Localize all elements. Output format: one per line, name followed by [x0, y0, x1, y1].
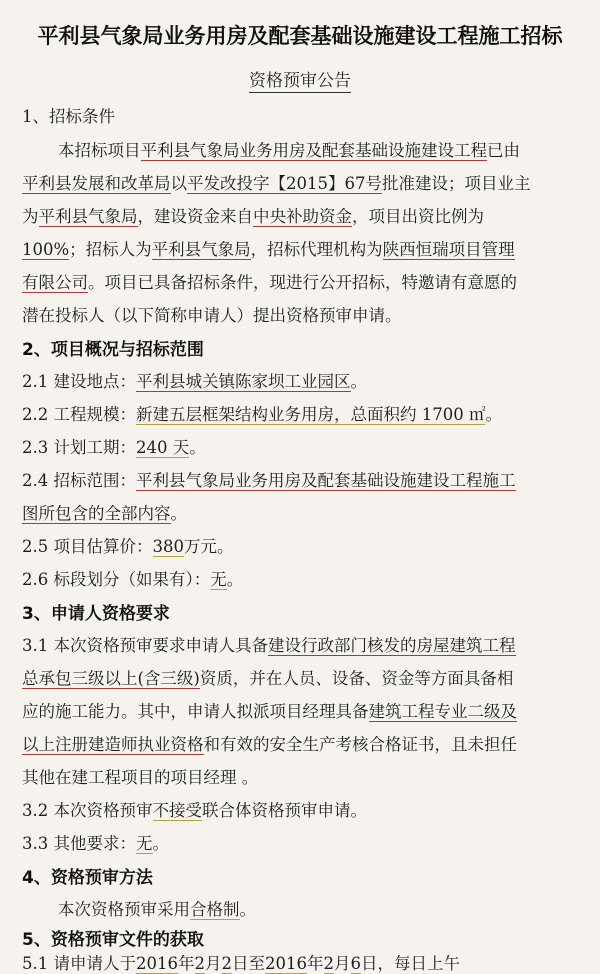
- document-title: 平利县气象局业务用房及配套基础设施建设工程施工招标: [37, 24, 563, 48]
- item-3-1-line3: 应的施工能力。其中，申请人拟派项目经理具备建筑工程专业二级及: [22, 702, 517, 721]
- section1-line4: 100%；招标人为平利县气象局，招标代理机构为陕西恒瑞项目管理: [22, 240, 515, 259]
- subtitle-text: 资格预审公告: [249, 71, 351, 91]
- item-2-1: 2.1 建设地点：平利县城关镇陈家坝工业园区。: [22, 372, 367, 391]
- section4-heading: 4、资格预审方法: [22, 868, 153, 888]
- item-2-4: 2.4 招标范围：平利县气象局业务用房及配套基础设施建设工程施工: [22, 471, 516, 490]
- item-2-5: 2.5 项目估算价：380万元。: [22, 537, 234, 556]
- item-3-3: 3.3 其他要求：无。: [22, 834, 169, 853]
- section1-line1: 本招标项目平利县气象局业务用房及配套基础设施建设工程已由: [58, 141, 520, 160]
- item-3-1-line1: 3.1 本次资格预审要求申请人具备建设行政部门核发的房屋建筑工程: [22, 636, 516, 655]
- item-5-1: 5.1 请申请人于2016年2月2日至2016年2月6日，每日上午: [22, 954, 460, 973]
- item-3-1-line4: 以上注册建造师执业资格和有效的安全生产考核合格证书，且未担任: [22, 735, 517, 754]
- item-2-2: 2.2 工程规模：新建五层框架结构业务用房，总面积约 1700 ㎡。: [22, 405, 502, 424]
- section1-line2: 平利县发展和改革局以平发改投字【2015】67号批准建设；项目业主: [22, 174, 531, 193]
- item-3-1-line2: 总承包三级以上(含三级)资质，并在人员、设备、资金等方面具备相: [22, 669, 514, 688]
- document-subtitle: [0, 66, 600, 91]
- section1-line3: 为平利县气象局，建设资金来自中央补助资金，项目出资比例为: [22, 207, 484, 226]
- section1-heading: 1、招标条件: [22, 107, 115, 126]
- section2-heading: 2、项目概况与招标范围: [22, 340, 204, 360]
- section1-line5: 有限公司。项目已具备招标条件，现进行公开招标，特邀请有意愿的: [22, 273, 517, 292]
- section1-line6: 潜在投标人（以下简称申请人）提出资格预审申请。: [22, 306, 402, 325]
- item-2-4-cont: 图所包含的全部内容。: [22, 504, 187, 523]
- item-3-2: 3.2 本次资格预审不接受联合体资格预审申请。: [22, 801, 367, 820]
- section5-heading: 5、资格预审文件的获取: [22, 930, 204, 950]
- item-3-1-line5: 其他在建工程项目的项目经理 。: [22, 768, 259, 787]
- item-2-3: 2.3 计划工期：240 天。: [22, 438, 206, 457]
- item-2-6: 2.6 标段划分（如果有）：无。: [22, 570, 244, 589]
- section3-heading: 3、申请人资格要求: [22, 604, 170, 624]
- section4-line1: 本次资格预审采用合格制。: [58, 900, 256, 919]
